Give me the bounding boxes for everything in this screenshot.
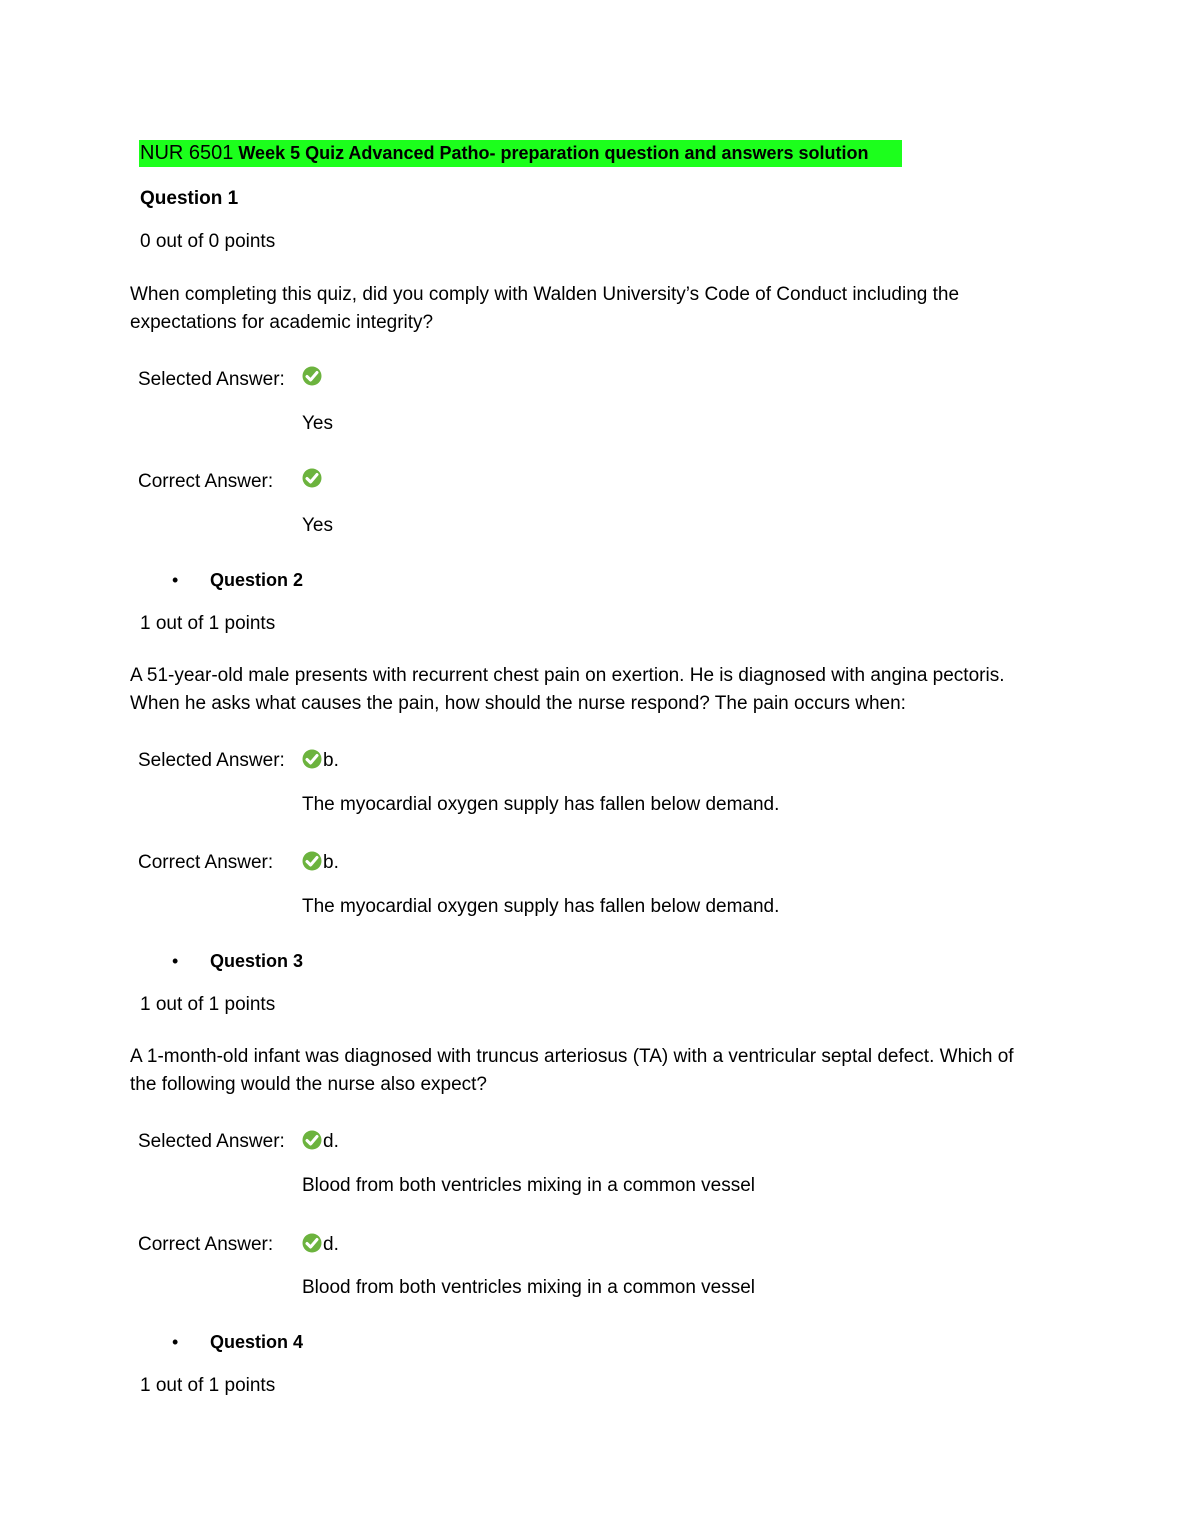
- check-circle-icon: [302, 749, 322, 769]
- q3-selected-label: Selected Answer:: [138, 1131, 285, 1152]
- question-1-prompt: When completing this quiz, did you comply with Walden University’s Code of Conduct including the expectations for academic integrity?: [130, 284, 960, 333]
- q2-selected-letter: b.: [323, 750, 339, 771]
- question-1-points: 0 out of 0 points: [140, 231, 276, 252]
- course-code: NUR 6501: [140, 142, 234, 164]
- q1-selected-label: Selected Answer:: [138, 369, 285, 390]
- q3-selected-answer-text: Blood from both ventricles mixing in a common vessel: [302, 1175, 756, 1196]
- q2-selected-answer-text: The myocardial oxygen supply has fallen below demand.: [302, 794, 780, 815]
- check-circle-icon: [302, 851, 322, 871]
- q2-correct-letter: b.: [323, 852, 339, 873]
- question-3-points: 1 out of 1 points: [140, 994, 276, 1015]
- question-2-points: 1 out of 1 points: [140, 613, 276, 634]
- question-1-heading: Question 1: [140, 188, 239, 209]
- q2-selected-answer: [302, 747, 339, 775]
- q3-selected-letter: d.: [323, 1131, 339, 1152]
- question-2-heading: Question 2: [210, 570, 304, 590]
- check-circle-icon: [302, 1233, 322, 1253]
- q1-correct-answer-text: Yes: [302, 515, 333, 536]
- title-text: Week 5 Quiz Advanced Patho- preparation question and answers solution: [233, 143, 869, 163]
- question-4-points: 1 out of 1 points: [140, 1375, 276, 1396]
- bullet: •: [172, 570, 179, 590]
- bullet: •: [172, 1332, 179, 1352]
- q2-selected-label: Selected Answer:: [138, 750, 285, 771]
- question-4-heading: Question 4: [210, 1332, 304, 1352]
- q2-correct-answer-text: The myocardial oxygen supply has fallen below demand.: [302, 896, 780, 917]
- q3-correct-answer-text: Blood from both ventricles mixing in a common vessel: [302, 1277, 756, 1298]
- q1-correct-check-icon: [302, 468, 323, 490]
- q1-correct-label: Correct Answer:: [138, 471, 274, 492]
- q1-selected-check-icon: [302, 366, 323, 388]
- question-3-prompt: A 1-month-old infant was diagnosed with truncus arteriosus (TA) with a ventricular septal defect. Which of the following would the nurse also expect?: [130, 1046, 1014, 1095]
- q3-correct-label: Correct Answer:: [138, 1234, 274, 1255]
- question-2-prompt: A 51-year-old male presents with recurrent chest pain on exertion. He is diagnosed with angina pectoris. When he asks what causes the pain, how should the nurse respond? The pain occurs when:: [130, 665, 1005, 714]
- q3-correct-letter: d.: [323, 1234, 339, 1255]
- q3-selected-answer: [302, 1128, 339, 1156]
- document-title: [139, 140, 902, 167]
- q2-correct-label: Correct Answer:: [138, 852, 274, 873]
- bullet: •: [172, 951, 179, 971]
- check-circle-icon: [302, 1130, 322, 1150]
- q3-correct-answer: [302, 1231, 339, 1259]
- q1-selected-answer-text: Yes: [302, 413, 333, 434]
- q2-correct-answer: [302, 849, 339, 877]
- question-3-heading: Question 3: [210, 951, 304, 971]
